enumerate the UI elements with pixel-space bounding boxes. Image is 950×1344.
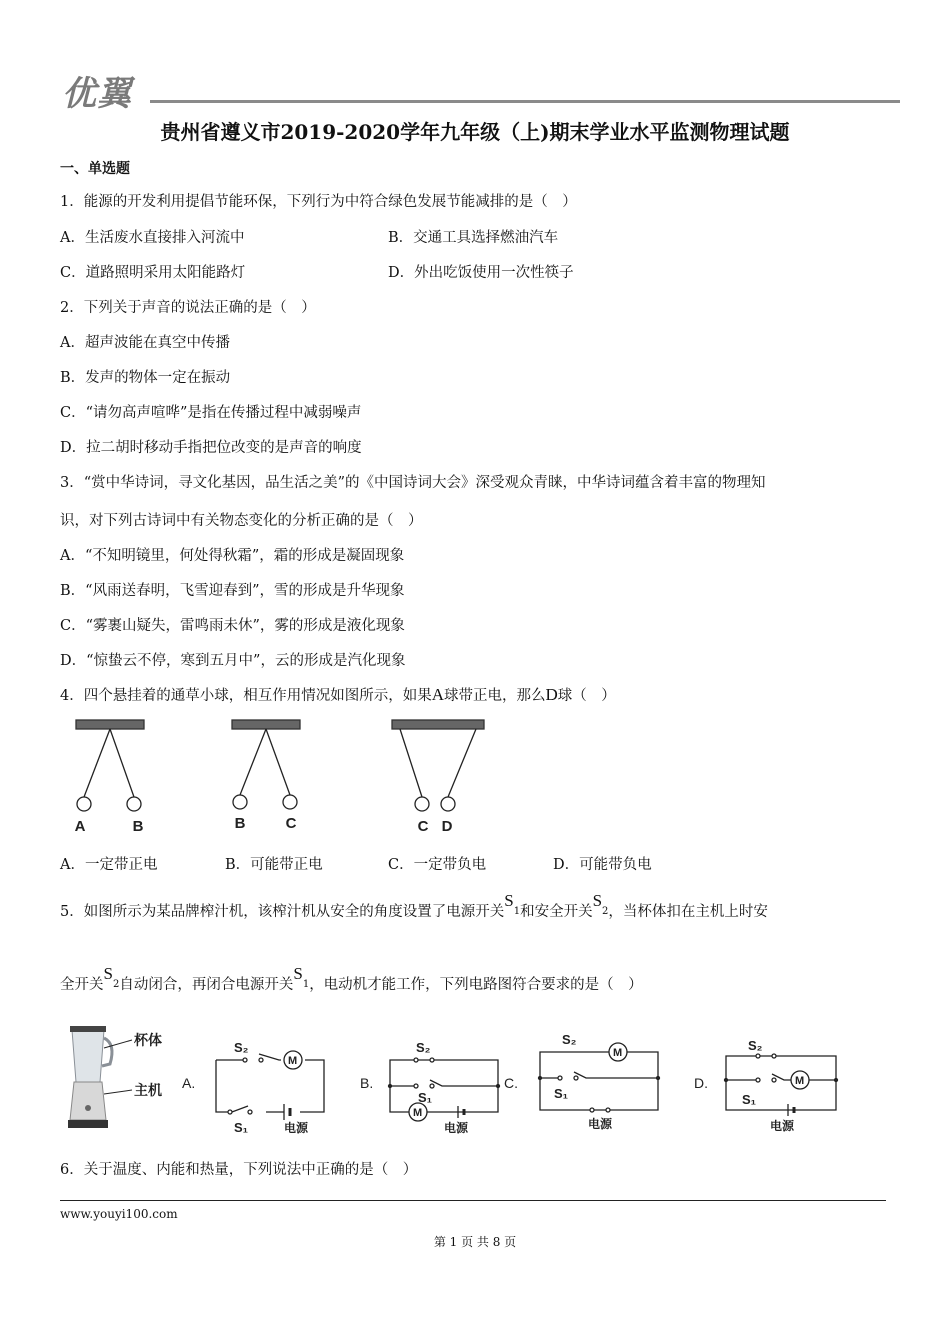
- q5-text: 5．如图所示为某品牌榨汁机，该榨汁机从安全的角度设置了电源开关: [60, 904, 505, 920]
- motor-label: M: [288, 1055, 298, 1067]
- support-bar: [232, 720, 300, 729]
- q2-option-a: A．超声波能在真空中传播: [60, 335, 230, 351]
- juicer-illustration: [68, 1026, 162, 1128]
- q5-figure: [58, 1022, 848, 1142]
- option-label: A.: [182, 1075, 196, 1091]
- base-label: 主机: [134, 1082, 162, 1098]
- ball-label: B: [132, 818, 144, 835]
- ball-c: [415, 797, 429, 811]
- q5-text: ，当杯体扣在主机上时安: [608, 904, 768, 920]
- q5-text: 全开关: [60, 977, 104, 993]
- support-bar: [76, 720, 144, 729]
- switch-subscript: 1: [302, 979, 310, 990]
- q4-option-d: D．可能带负电: [553, 857, 652, 873]
- switch-s1-label: S₁: [742, 1092, 757, 1107]
- q2-option-d: D．拉二胡时移动手指把位改变的是声音的响度: [60, 440, 362, 456]
- ball-d: [441, 797, 455, 811]
- q1-option-b: B．交通工具选择燃油汽车: [388, 230, 559, 246]
- q2-stem: 2．下列关于声音的说法正确的是（ ）: [60, 300, 316, 316]
- q3-option-b: B．“风雨送春明，飞雪迎春到”，雪的形成是升华现象: [60, 583, 405, 599]
- ball-a: [77, 797, 91, 811]
- circuit-b: [389, 1058, 500, 1121]
- cup-label: 杯体: [134, 1032, 162, 1048]
- q4-option-a: A．一定带正电: [60, 857, 158, 873]
- q4-stem-part1: 4．四个悬挂着的通草小球，相互作用情况如图所示，如果: [60, 688, 432, 704]
- motor-label: M: [795, 1075, 805, 1087]
- switch-symbol-s2: S: [592, 891, 603, 910]
- q3-option-d: D．“惊蛰云不停，寒到五月中”，云的形成是汽化现象: [60, 653, 406, 669]
- q5-stem-line2: [60, 960, 643, 1011]
- q2-option-c: C．“请勿高声喧哗”是指在传播过程中减弱噪声: [60, 405, 362, 421]
- q4-option-c: C．一定带负电: [388, 857, 487, 873]
- cup-lid: [70, 1026, 106, 1032]
- page-number: 第 1 页 共 8 页: [433, 1235, 517, 1249]
- q4-stem-part3: 球（ ）: [557, 688, 616, 704]
- ball-b: [127, 797, 141, 811]
- q1-option-c: C．道路照明采用太阳能路灯: [60, 265, 246, 281]
- page-title: 贵州省遵义市2019-2020学年九年级（上)期末学业水平监测物理试题: [160, 120, 790, 144]
- switch-symbol-s2: S: [103, 964, 113, 983]
- switch-symbol-s1: S: [504, 891, 514, 910]
- switch-s2-label: S₂: [416, 1040, 431, 1055]
- q2-option-b: B．发声的物体一定在振动: [60, 370, 231, 386]
- q4-option-b: B．可能带正电: [225, 857, 323, 873]
- ball-label: C: [417, 818, 429, 835]
- q3-stem-line1: 3．“赏中华诗词，寻文化基因，品生活之美”的《中国诗词大会》深受观众青睐，中华诗词蕴含着丰富的物理知: [60, 475, 766, 491]
- section-heading: 一、单选题: [60, 161, 130, 177]
- switch-s2-label: S₂: [562, 1032, 577, 1047]
- q4-ball-a: A: [431, 685, 445, 704]
- q3-option-c: C．“雾裹山疑失，雷鸣雨未休”，雾的形成是液化现象: [60, 618, 405, 634]
- q4-stem-part2: 球带正电，那么: [444, 688, 546, 704]
- ball-c: [283, 795, 297, 809]
- q1-option-a: A．生活废水直接排入河流中: [60, 230, 245, 246]
- power-label: 电源: [770, 1119, 795, 1133]
- ball-label: B: [234, 815, 246, 832]
- option-label: B.: [360, 1075, 374, 1091]
- power-label: 电源: [284, 1121, 309, 1135]
- q6-stem: 6．关于温度、内能和热量，下列说法中正确的是（ ）: [60, 1162, 418, 1178]
- switch-subscript: 2: [112, 979, 120, 990]
- switch-subscript: 1: [513, 906, 521, 917]
- switch-s1-label: S₁: [234, 1120, 249, 1135]
- switch-s2-label: S₂: [234, 1040, 249, 1055]
- q5-text: ，电动机才能工作，下列电路图符合要求的是（ ）: [309, 977, 643, 993]
- switch-subscript: 2: [602, 906, 609, 917]
- ball-label: D: [441, 818, 453, 835]
- q5-text: 和安全开关: [520, 904, 593, 920]
- motor-label: M: [413, 1107, 423, 1119]
- ball-b: [233, 795, 247, 809]
- q4-stem: [60, 684, 616, 705]
- motor-label: M: [613, 1047, 623, 1059]
- power-label: 电源: [588, 1117, 613, 1131]
- switch-s1-label: S₁: [418, 1090, 433, 1105]
- switch-s2-label: S₂: [748, 1038, 763, 1053]
- ball-label: A: [74, 818, 86, 835]
- q1-option-d: D．外出吃饭使用一次性筷子: [388, 265, 574, 281]
- q1-stem: 1．能源的开发利用提倡节能环保，下列行为中符合绿色发展节能减排的是（ ）: [60, 194, 577, 210]
- q3-stem-line2: 识，对下列古诗词中有关物态变化的分析正确的是（ ）: [60, 513, 423, 529]
- ball-label: C: [285, 815, 297, 832]
- logo: 优翼: [62, 74, 132, 114]
- q5-text: 自动闭合，再闭合电源开关: [119, 977, 294, 993]
- q3-option-a: A．“不知明镜里，何处得秋霜”，霜的形成是凝固现象: [60, 548, 405, 564]
- circuit-c: [539, 1043, 660, 1112]
- option-label: C.: [504, 1075, 518, 1091]
- power-label: 电源: [444, 1121, 469, 1135]
- q5-stem-line1: [60, 887, 768, 938]
- support-bar: [392, 720, 484, 729]
- switch-s1-label: S₁: [554, 1086, 569, 1101]
- q4-ball-d: D: [545, 685, 558, 704]
- q4-figure: [60, 716, 500, 840]
- footer-divider: [60, 1200, 886, 1201]
- header-divider: [150, 100, 900, 103]
- switch-symbol-s1: S: [293, 964, 303, 983]
- option-label: D.: [694, 1075, 708, 1091]
- footer-url[interactable]: www.youyi100.com: [60, 1207, 178, 1221]
- circuit-a: [216, 1051, 324, 1120]
